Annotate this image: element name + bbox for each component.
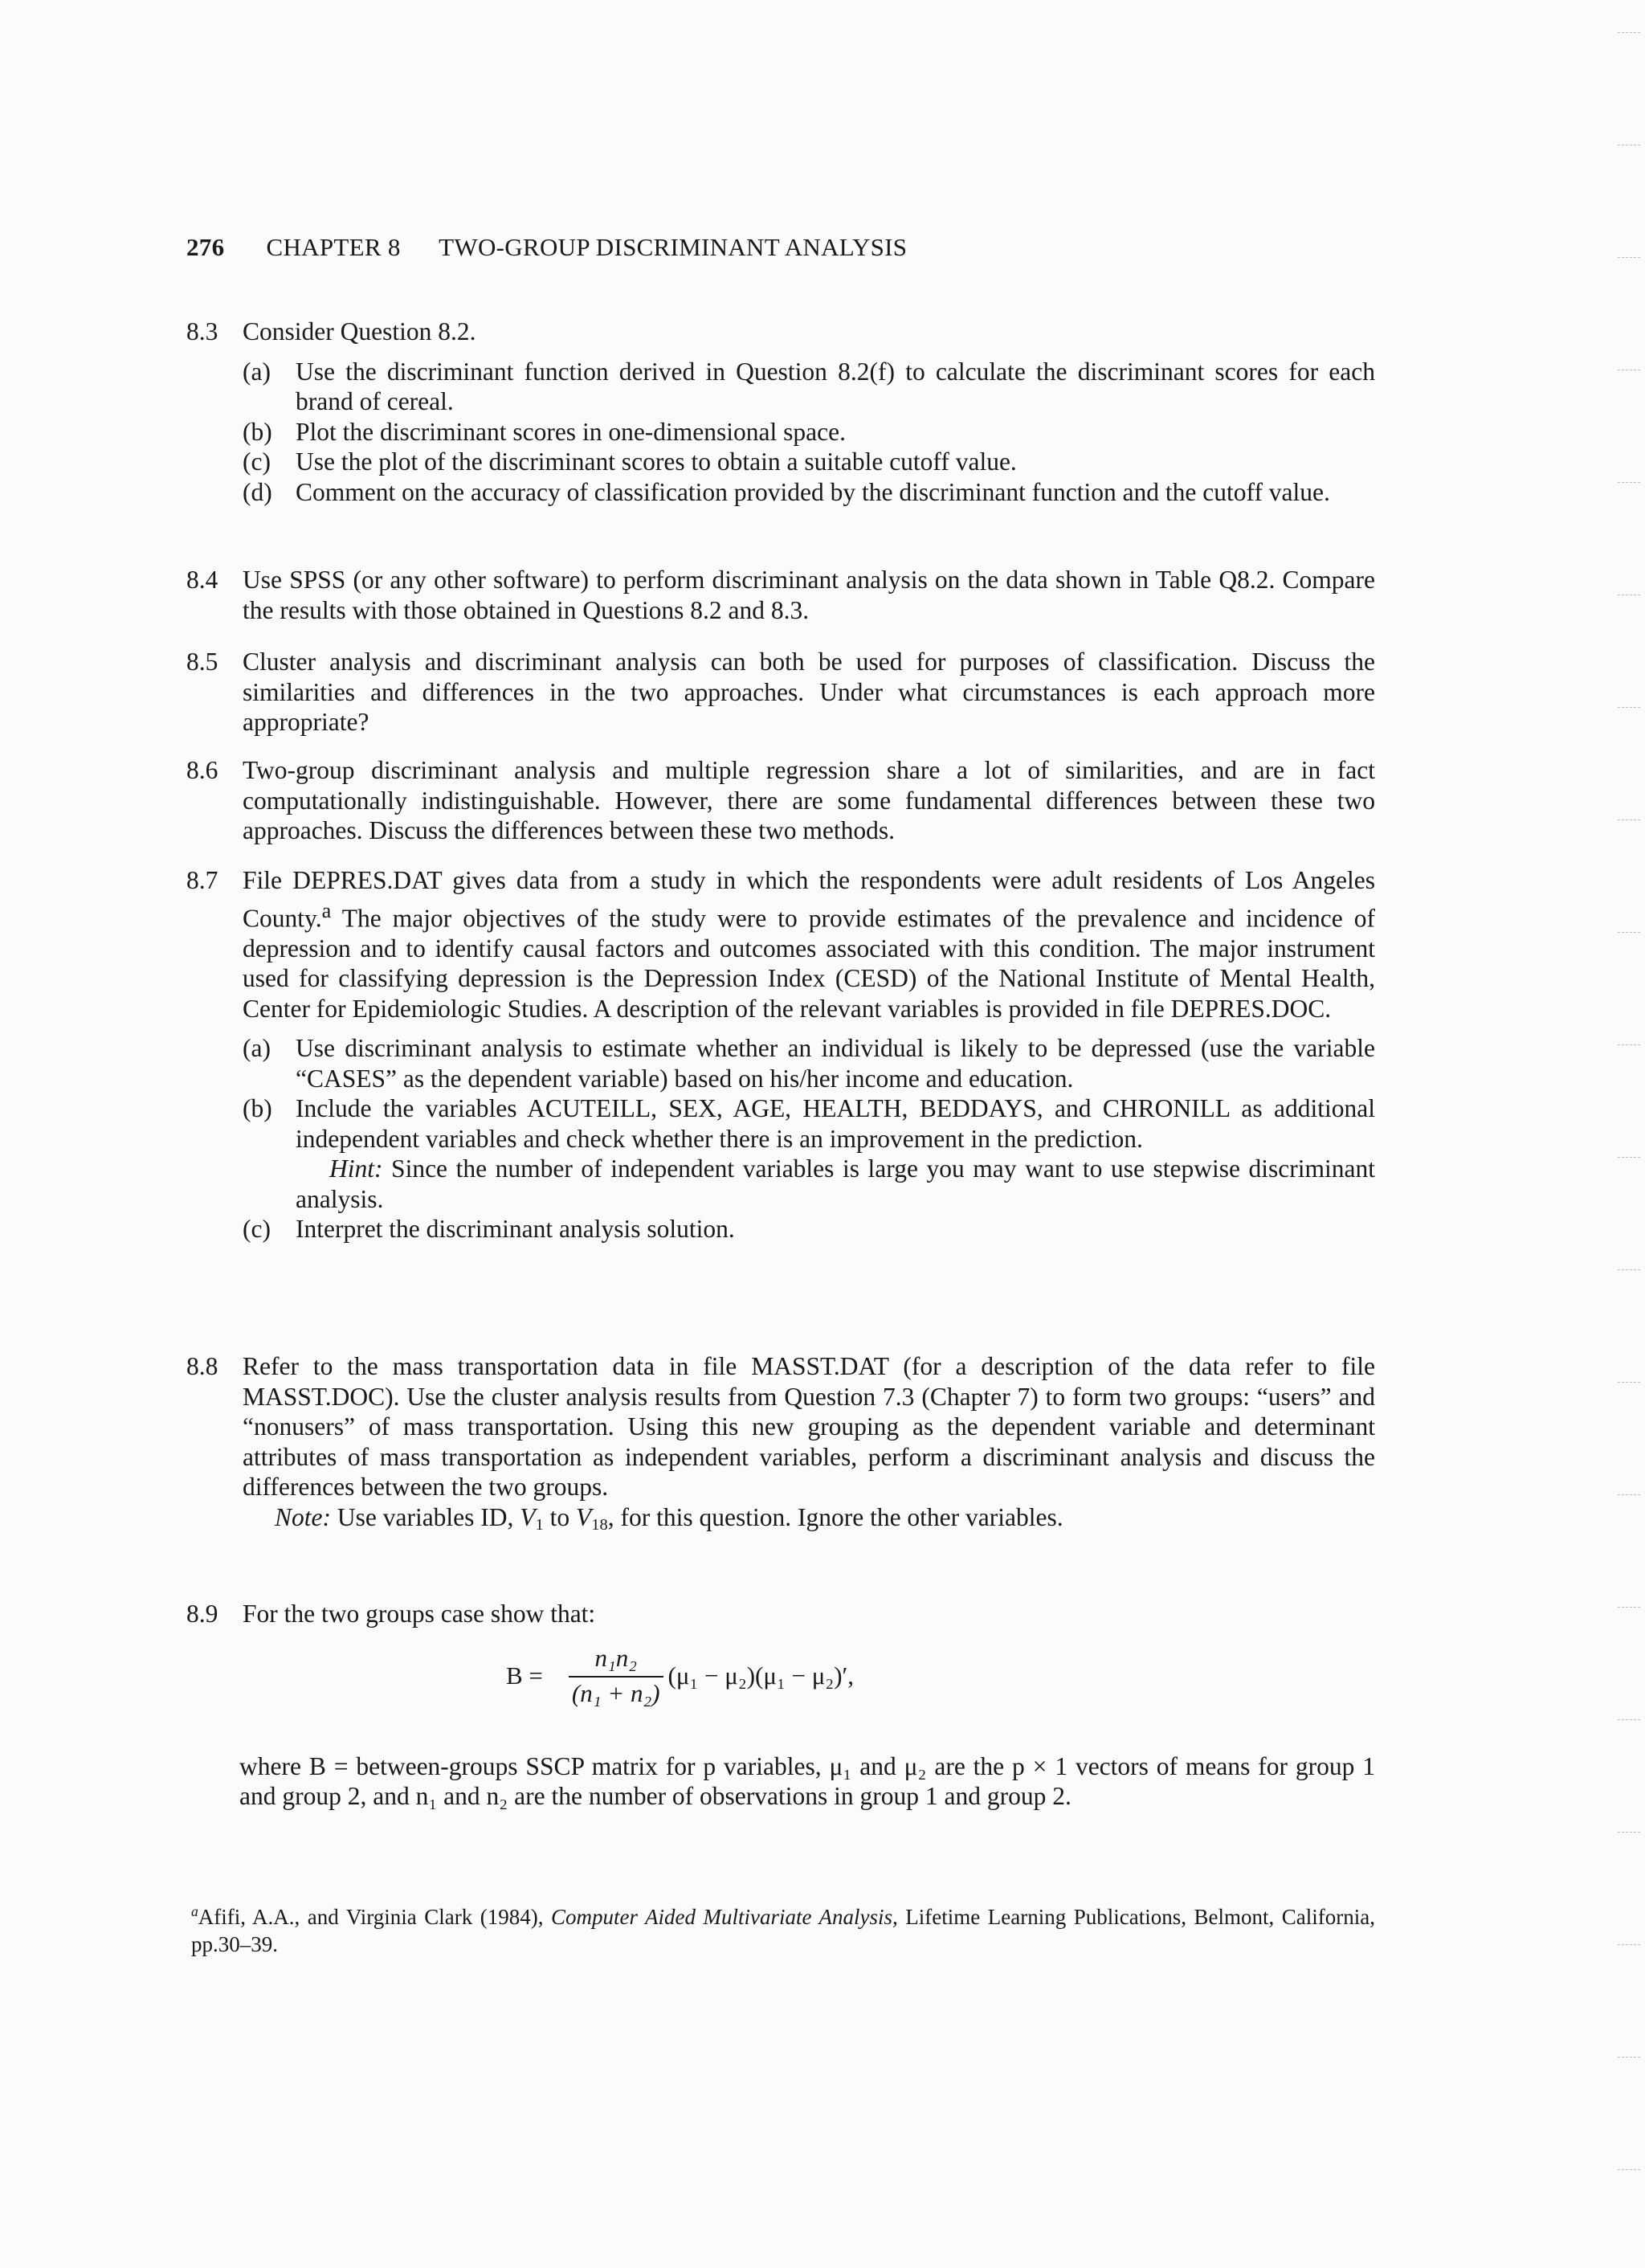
- footnote-text: Lifetime Learning Publications, Belmont, California, pp.30–39.: [191, 1905, 1375, 1956]
- chapter-title: TWO-GROUP DISCRIMINANT ANALYSIS: [439, 233, 908, 261]
- hint: [296, 1154, 1375, 1214]
- scan-mark: [1618, 1382, 1640, 1383]
- question-text: Consider Question 8.2.: [243, 317, 476, 345]
- scan-mark: [1618, 1269, 1640, 1270]
- scan-mark: [1618, 932, 1640, 933]
- question-number: 8.9: [186, 1600, 218, 1628]
- question-8-9: [186, 1599, 1375, 1629]
- question-8-7: [186, 865, 1375, 1244]
- variable-v: V: [576, 1502, 592, 1531]
- footnote-book-title: Computer Aided Multivariate Analysis,: [550, 1905, 898, 1929]
- scan-mark: [1618, 257, 1640, 258]
- part-a: [243, 1033, 1375, 1093]
- equation: [506, 1644, 854, 1708]
- part-text: Plot the discriminant scores in one-dimensional space.: [296, 417, 846, 446]
- scan-mark: [1618, 1494, 1640, 1495]
- part-text: Use the discriminant function derived in Question 8.2(f) to calculate the discriminant scores for each brand of cereal.: [296, 357, 1375, 415]
- part-label: (b): [243, 1094, 272, 1122]
- question-8-5: [186, 647, 1375, 738]
- scan-mark: [1618, 482, 1640, 483]
- fraction-numerator: n₁n₂: [594, 1644, 638, 1672]
- scan-mark: [1618, 1157, 1640, 1158]
- equation-explanation: where B = between-groups SSCP matrix for p variables, μ₁ and μ₂ are the p × 1 vectors of means for group 1 and group 2, and n₁ and n₂ are the number of observations in group 1 and group 2.: [239, 1751, 1375, 1810]
- footnote-marker: a: [321, 898, 332, 922]
- chapter-label: CHAPTER 8: [266, 233, 401, 261]
- footnote-text: Afifi, A.A., and Virginia Clark (1984),: [198, 1905, 551, 1929]
- note-text: Use variables ID,: [330, 1502, 520, 1531]
- part-a: [243, 357, 1375, 417]
- part-text: Interpret the discriminant analysis solution.: [296, 1215, 735, 1243]
- part-b: [243, 417, 1375, 447]
- question-8-6: [186, 755, 1375, 846]
- fraction: [569, 1644, 663, 1708]
- part-c: [243, 447, 1375, 477]
- subscript: 1: [535, 1515, 544, 1534]
- hint-label: Hint:: [329, 1154, 383, 1183]
- subscript: 18: [591, 1515, 608, 1534]
- part-text: Comment on the accuracy of classification provided by the discriminant function and the cutoff value.: [296, 477, 1330, 506]
- scan-mark: [1618, 2169, 1640, 2170]
- question-text: Use SPSS (or any other software) to perform discriminant analysis on the data shown in Table Q8.2. Compare the results with those obtained in Questions 8.2 and 8.3.: [243, 566, 1375, 624]
- question-text: Cluster analysis and discriminant analysis can both be used for purposes of classification. Discuss the similarities and differences in the two approaches. Under what circumstances is each approach more appropriate?: [243, 648, 1375, 736]
- question-8-8: [186, 1351, 1375, 1532]
- question-number: 8.7: [186, 866, 218, 894]
- scan-mark: [1618, 32, 1640, 33]
- part-d: [243, 477, 1375, 508]
- question-number: 8.8: [186, 1352, 218, 1380]
- footnote-marker: a: [191, 1903, 198, 1919]
- scan-mark: [1618, 1607, 1640, 1608]
- running-header: [186, 233, 907, 262]
- page-number: 276: [186, 233, 225, 261]
- scan-mark: [1618, 819, 1640, 820]
- note-label: Note:: [275, 1502, 331, 1531]
- note-text: , for this question. Ignore the other variables.: [607, 1502, 1063, 1531]
- question-text: [243, 865, 1375, 1024]
- question-text: For the two groups case show that:: [243, 1600, 596, 1628]
- part-b: [243, 1093, 1375, 1214]
- question-number: 8.3: [186, 317, 218, 345]
- fraction-denominator: (n₁ + n₂): [569, 1676, 663, 1708]
- part-text: Use discriminant analysis to estimate whether an individual is likely to be depressed (use the variable “CASES” as the dependent variable) based on his/her income and education.: [296, 1034, 1375, 1093]
- question-number: 8.6: [186, 756, 218, 784]
- footnote: [191, 1898, 1375, 1958]
- question-text-part: The major objectives of the study were to provide estimates of the prevalence and incidence of depression and to identify causal factors and outcomes associated with this condition. The major instrument used for classifying depression is the Depression Index (CESD) of the National Institute of Mental Health, Center for Epidemiologic Studies. A description of the relevant variables is provided in file DEPRES.DOC.: [243, 904, 1375, 1023]
- variable-v: V: [520, 1502, 536, 1531]
- part-label: (c): [243, 447, 271, 476]
- question-number: 8.5: [186, 648, 218, 676]
- hint-text: Since the number of independent variables is large you may want to use stepwise discriminant analysis.: [296, 1154, 1375, 1213]
- note: [243, 1502, 1375, 1533]
- question-number: 8.4: [186, 566, 218, 594]
- part-label: (d): [243, 477, 272, 506]
- question-8-4: [186, 565, 1375, 625]
- note-text: to: [543, 1502, 577, 1531]
- part-text: Include the variables ACUTEILL, SEX, AGE, HEALTH, BEDDAYS, and CHRONILL as additional independent variables and check whether there is an improvement in the prediction.: [296, 1094, 1375, 1153]
- question-8-3: [186, 317, 1375, 507]
- question-text-part: File DEPRES.DAT gives data from a study in which the respondents were adult residents of Los Angeles County.: [243, 866, 1375, 932]
- equation-lhs: B =: [506, 1661, 543, 1690]
- scan-mark: [1618, 2057, 1640, 2058]
- part-c: [243, 1214, 1375, 1244]
- question-text: Refer to the mass transportation data in file MASST.DAT (for a description of the data refer to file MASST.DOC). Use the cluster analysis results from Question 7.3 (Chapter 7) to form two groups: “users” and “nonusers” of mass transportation. Using this new grouping as the dependent variable and determinant attributes of mass transportation as independent variables, perform a discriminant analysis and discuss the differences between the two groups.: [243, 1352, 1375, 1501]
- scan-mark: [1618, 707, 1640, 708]
- part-label: (a): [243, 1034, 271, 1062]
- part-label: (b): [243, 417, 272, 446]
- question-text: Two-group discriminant analysis and multiple regression share a lot of similarities, and are in fact computationally indistinguishable. However, there are some fundamental differences between these two approaches. Discuss the differences between these two methods.: [243, 756, 1375, 844]
- scan-mark: [1618, 1944, 1640, 1945]
- scan-mark: [1618, 1832, 1640, 1833]
- scan-mark: [1618, 1719, 1640, 1720]
- part-text: Use the plot of the discriminant scores to obtain a suitable cutoff value.: [296, 447, 1017, 476]
- scan-mark: [1618, 1044, 1640, 1045]
- part-label: (c): [243, 1215, 271, 1243]
- equation-rhs: (μ₁ − μ₂)(μ₁ − μ₂)′,: [667, 1661, 855, 1690]
- part-label: (a): [243, 357, 271, 386]
